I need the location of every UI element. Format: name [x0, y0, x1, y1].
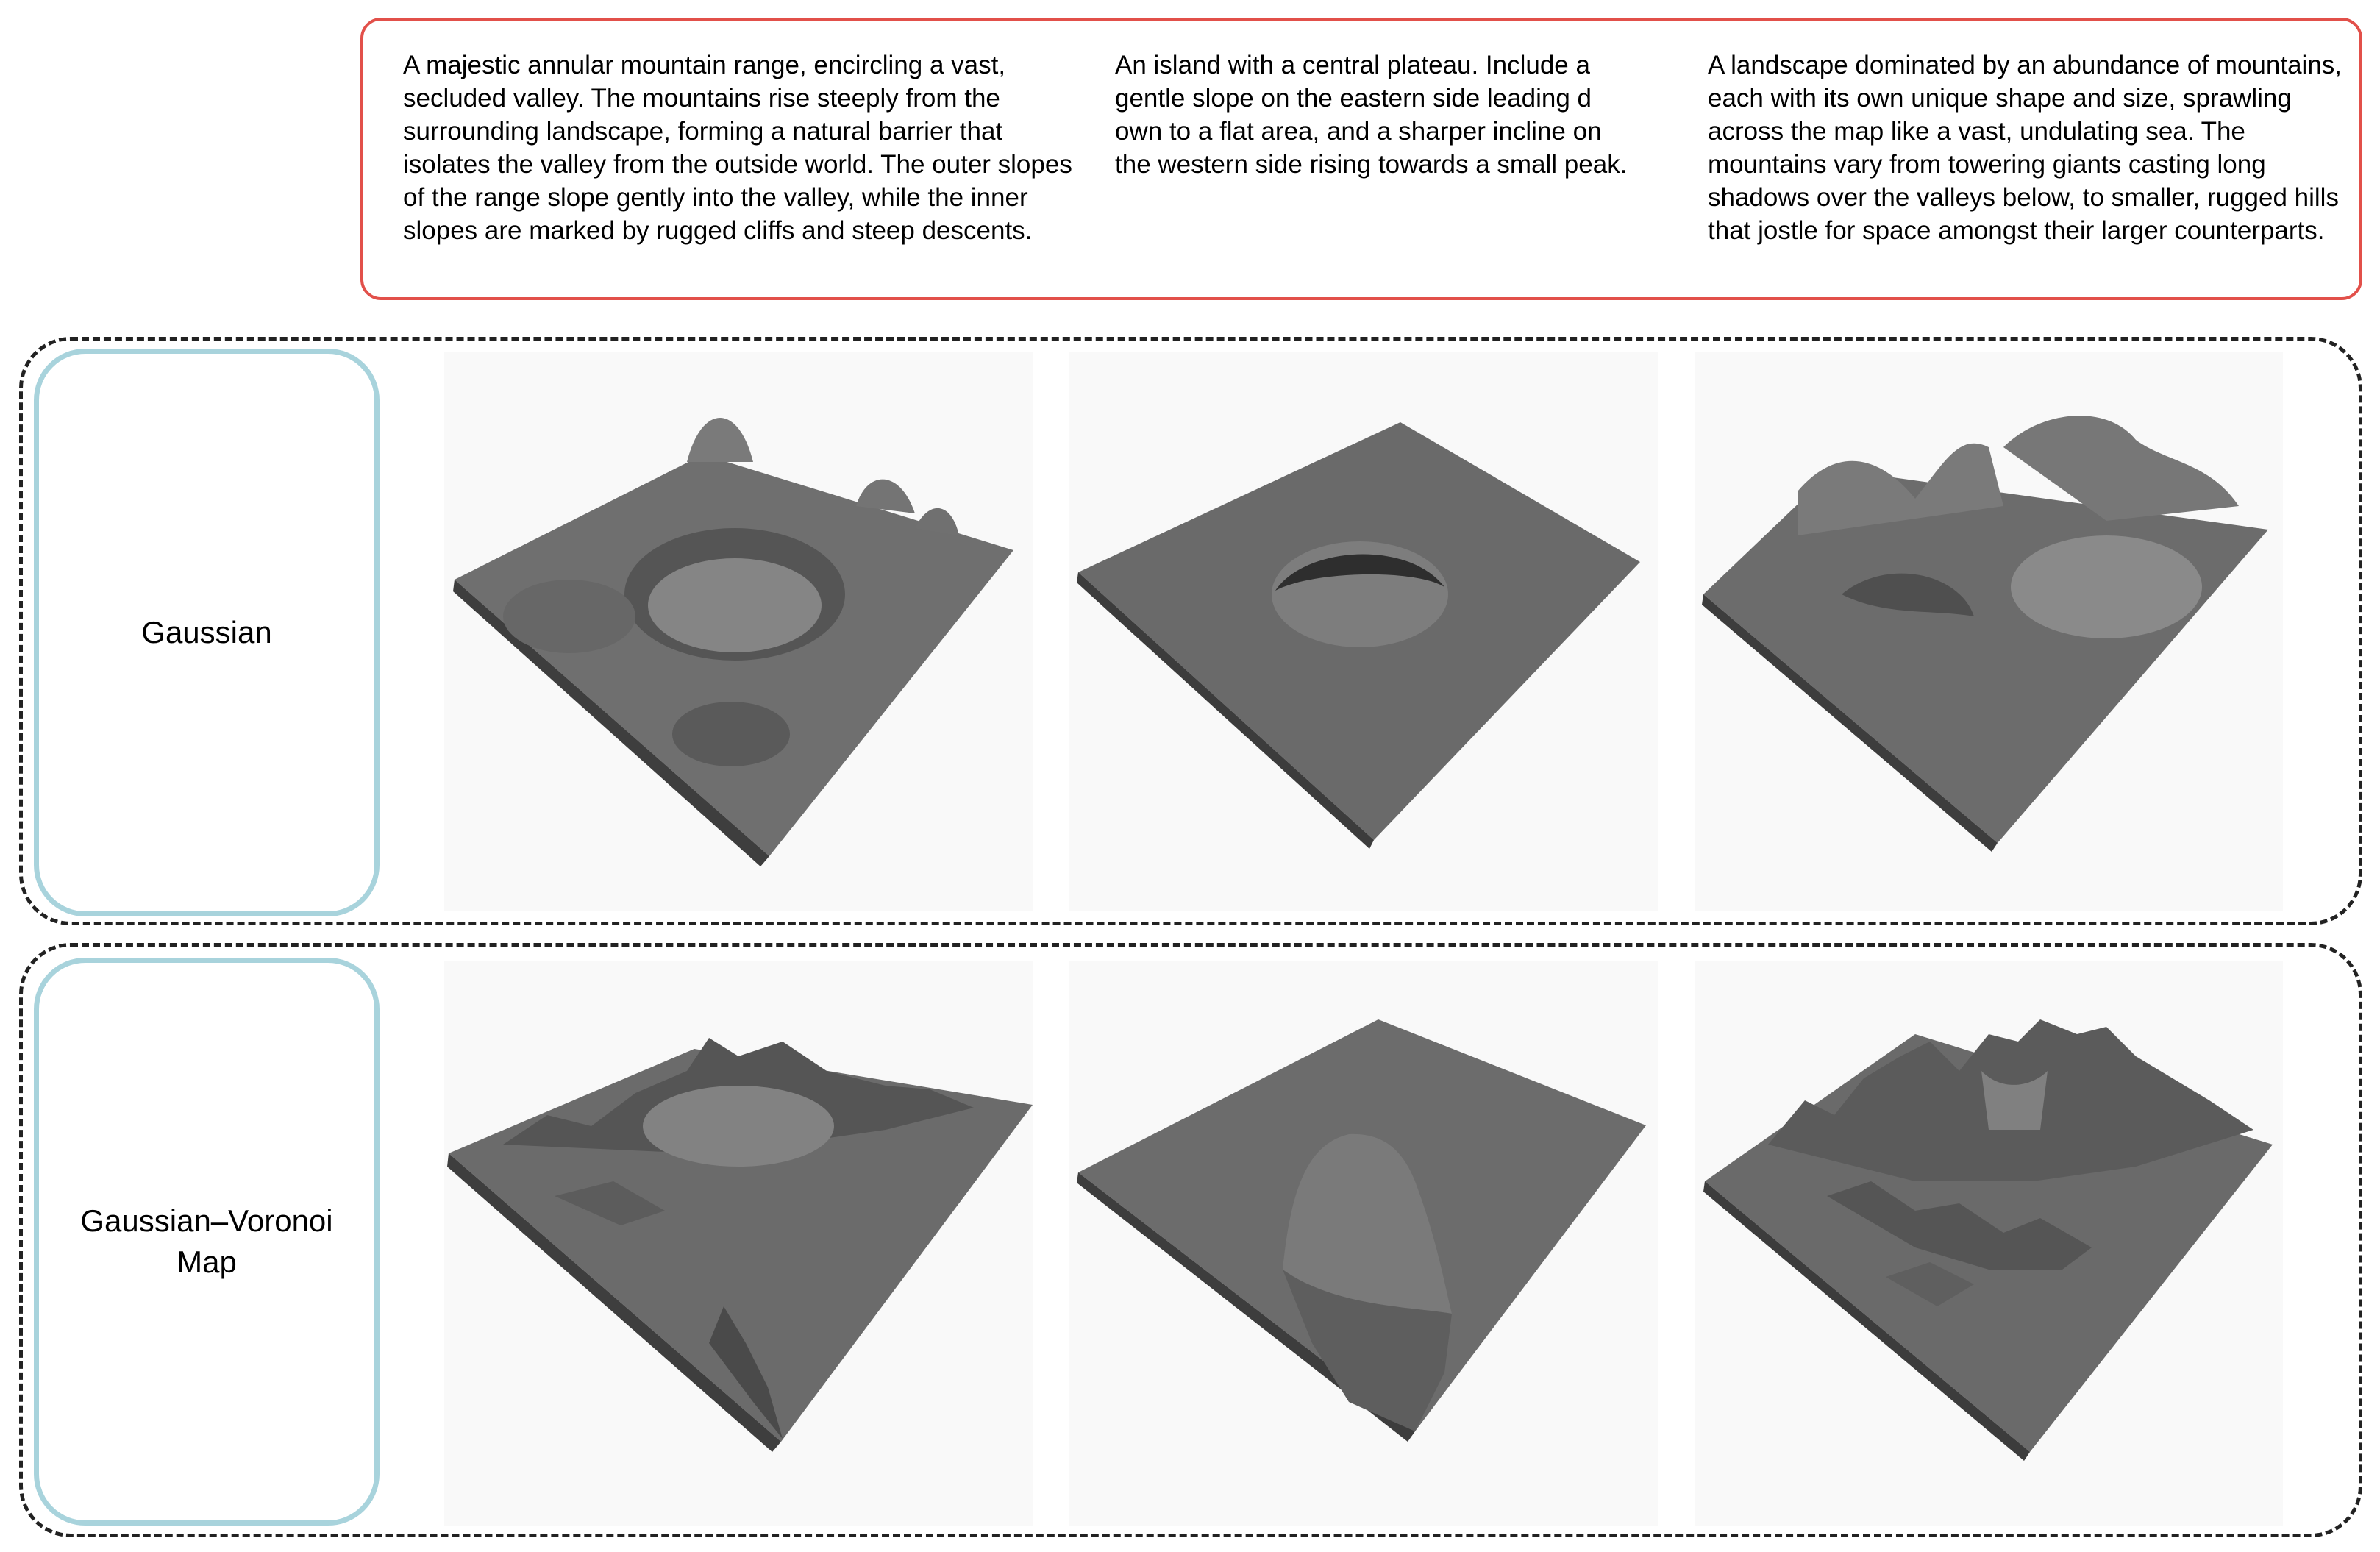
row-label-text: Gaussian–Voronoi Map	[80, 1203, 333, 1279]
prompt-many-mountains: A landscape dominated by an abundance of mountains, each with its own unique shape and size, sprawling across the map like a vast, undulating sea. The mountains vary from towering giants casting long shadows over the valleys below, to smaller, rugged hills that jostle for space amongst their larger counterparts.	[1708, 51, 2342, 245]
prompt-island-plateau: An island with a central plateau. Include a gentle slope on the eastern side leading d own to a flat area, and a sharper incline on the western side rising towards a small peak.	[1115, 51, 1628, 179]
terrain-render-voronoi-island	[1069, 961, 1658, 1526]
prompt-annular-range: A majestic annular mountain range, encircling a vast, secluded valley. The mountains rise steeply from the surrounding landscape, forming a natural barrier that isolates the valley from the outside world. The outer slopes of the range slope gently into the valley, while the inner slopes are marked by rugged cliffs and steep descents.	[403, 51, 1072, 245]
row-label-text: Gaussian	[141, 615, 272, 649]
terrain-render-gaussian-island	[1069, 352, 1658, 911]
terrain-render-gaussian-annular	[444, 352, 1033, 911]
terrain-render-voronoi-annular	[444, 961, 1033, 1526]
terrain-render-gaussian-mountains	[1695, 352, 2283, 911]
terrain-render-voronoi-mountains	[1695, 961, 2283, 1526]
row-label-gaussian	[34, 349, 380, 916]
row-label-gaussian-voronoi	[34, 958, 380, 1526]
